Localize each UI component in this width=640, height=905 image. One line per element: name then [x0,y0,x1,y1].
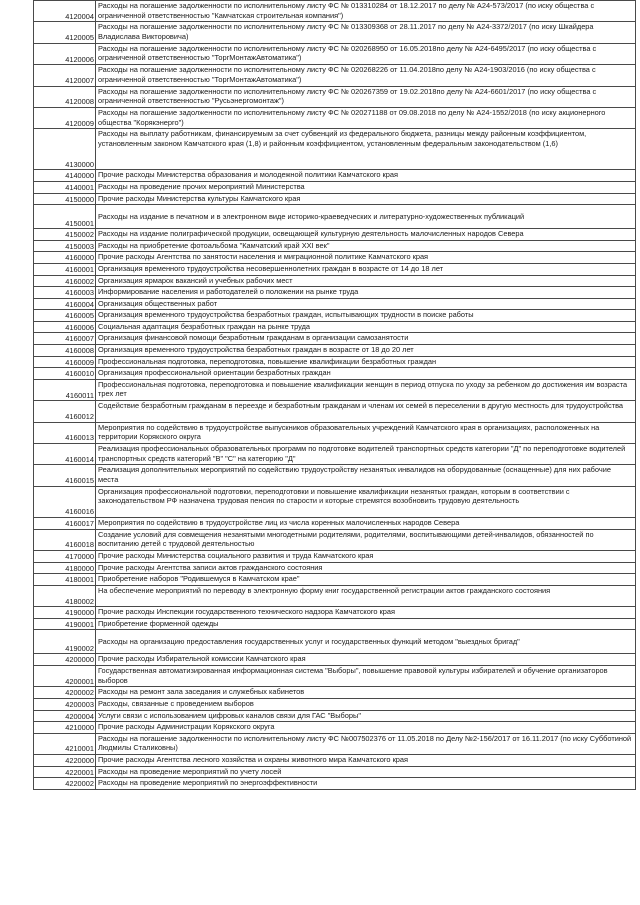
row-description: Организация профессиональной ориентации безработных граждан [96,368,636,380]
row-code: 4160013 [34,422,96,443]
row-description: На обеспечение мероприятий по переводу в электронную форму книг государственной регистрации актов гражданского состояния [96,585,636,606]
row-code: 4220000 [34,755,96,767]
row-code: 4140000 [34,170,96,182]
row-description: Приобретение наборов "Родившемуся в Камчатском крае" [96,574,636,586]
row-code: 4160017 [34,517,96,529]
row-description: Прочие расходы Администрации Корякского округа [96,722,636,734]
table-row [34,263,636,275]
row-code: 4190001 [34,618,96,630]
row-description: Расходы на приобретение фотоальбома "Камчатский край XXI век" [96,240,636,252]
row-code: 4160000 [34,252,96,264]
row-description: Содействие безработным гражданам в переезде и безработным гражданам и членам их семей в переселении в другую местность для трудоустройства [96,401,636,422]
table-row [34,252,636,264]
table-row [34,465,636,486]
table-row [34,43,636,64]
table-row [34,733,636,754]
row-description: Прочие расходы Избирательной комиссии Камчатского края [96,654,636,666]
row-description: Организация временного трудоустройства несовершеннолетних граждан в возрасте от 14 до 18 лет [96,263,636,275]
table-row [34,401,636,422]
row-description: Организация общественных работ [96,298,636,310]
row-code: 4120004 [34,1,96,22]
row-code: 4160005 [34,310,96,322]
row-description: Прочие расходы Агентства по занятости населения и миграционной политике Камчатского края [96,252,636,264]
row-description: Мероприятия по содействию в трудоустройстве выпускников образовательных учреждений Камчатского края в организациях, расположенных на территории Корякского округа [96,422,636,443]
row-code: 4150002 [34,229,96,241]
row-description: Расходы на погашение задолженности по исполнительному листу ФС № 013310284 от 18.12.2017 по делу № А24-573/2017 (по иску общества с ограниченной ответственностью "Камчатская строительная компания") [96,1,636,22]
table-row [34,698,636,710]
table-row [34,193,636,205]
row-description: Государственная автоматизированная информационная система "Выборы", повышение правовой культуры избирателей и обучение организаторов выборов [96,665,636,686]
table-row [34,550,636,562]
row-description: Организация финансовой помощи безработным гражданам в организации самозанятости [96,333,636,345]
row-code: 4140001 [34,181,96,193]
row-description: Расходы на ремонт зала заседания и служебных кабинетов [96,687,636,699]
table-row [34,665,636,686]
row-description: Организация временного трудоустройства безработных граждан, испытывающих трудности в поиске работы [96,310,636,322]
table-row [34,574,636,586]
row-description: Прочие расходы Агентства лесного хозяйства и охраны животного мира Камчатского края [96,755,636,767]
row-code: 4120005 [34,22,96,43]
row-description: Прочие расходы Агентства записи актов гражданского состояния [96,562,636,574]
row-description: Расходы на организацию предоставления государственных услуг и государственных функций методом "выездных бригад" [96,630,636,654]
row-description: Расходы на проведение мероприятий по учету лосей [96,766,636,778]
table-row [34,1,636,22]
table-row [34,755,636,767]
row-code: 4160008 [34,345,96,357]
row-description: Расходы на издание в печатном и в электронном виде историко-краеведческих и литературно-художественных публикаций [96,205,636,229]
row-description: Прочие расходы Министерства социального развития и труда Камчатского края [96,550,636,562]
row-code: 4150003 [34,240,96,252]
row-code: 4160011 [34,379,96,400]
row-code: 4210001 [34,733,96,754]
row-description: Расходы на погашение задолженности по исполнительному листу ФС №007502376 от 11.05.2018 по Делу №2-156/2017 от 16.11.2017 (по иску Субботиной Людмилы Сталиковны) [96,733,636,754]
table-row [34,129,636,170]
row-code: 4200000 [34,654,96,666]
row-code: 4160018 [34,529,96,550]
row-code: 4200003 [34,698,96,710]
document-page [33,0,635,790]
row-description: Расходы на погашение задолженности по исполнительному листу ФС № 020271188 от 09.08.2018 по делу № А24-1552/2018 (по иску акционерного общества "Корякэнерго") [96,107,636,128]
row-description: Прочие расходы Министерства культуры Камчатского края [96,193,636,205]
row-description: Расходы на проведение прочих мероприятий Министерства [96,181,636,193]
row-code: 4160007 [34,333,96,345]
row-description: Расходы на погашение задолженности по исполнительному листу ФС № 020267359 от 19.02.2018по делу № А24-6601/2017 (по иску общества с ограниченной ответственностью "Русьэнергомонтаж") [96,86,636,107]
row-description: Расходы на погашение задолженности по исполнительному листу ФС № 020268226 от 11.04.2018по делу № А24-1903/2016 (по иску общества с ограниченной ответственностью "ТоргМонтажАвтоматика") [96,65,636,86]
table-row [34,654,636,666]
table-row [34,529,636,550]
table-row [34,687,636,699]
table-row [34,766,636,778]
table-row [34,422,636,443]
table-row [34,444,636,465]
row-code: 4200004 [34,710,96,722]
row-description: Прочие расходы Инспекции государственного технического надзора Камчатского края [96,607,636,619]
row-code: 4150000 [34,193,96,205]
row-description: Реализация профессиональных образовательных программ по подготовке водителей транспортных средств категории "Д" по переподготовке водителей транспортных средств категорий "В" "С" на категорию "Д" [96,444,636,465]
row-code: 4160012 [34,401,96,422]
row-description: Организация ярмарок вакансий и учебных рабочих мест [96,275,636,287]
row-description: Организация временного трудоустройства безработных граждан в возрасте от 18 до 20 лет [96,345,636,357]
row-code: 4160006 [34,321,96,333]
table-row [34,333,636,345]
row-code: 4200002 [34,687,96,699]
row-description: Услуги связи с использованием цифровых каналов связи для ГАС "Выборы" [96,710,636,722]
row-description: Приобретение форменной одежды [96,618,636,630]
row-description: Расходы на издание полиграфической продукции, освещающей культурную деятельность малочисленных народов Севера [96,229,636,241]
budget-code-table [33,0,636,790]
table-row [34,585,636,606]
row-code: 4120006 [34,43,96,64]
row-description: Расходы на проведение мероприятий по энергоэффективности [96,778,636,790]
row-description: Профессиональная подготовка, переподготовка и повышение квалификации женщин в период отпуска по уходу за ребенком до достижения им возраста трех лет [96,379,636,400]
table-row [34,517,636,529]
table-row [34,778,636,790]
table-row [34,86,636,107]
row-code: 4150001 [34,205,96,229]
row-code: 4160014 [34,444,96,465]
table-row [34,181,636,193]
row-code: 4190002 [34,630,96,654]
row-code: 4190000 [34,607,96,619]
row-description: Социальная адаптация безработных граждан на рынке труда [96,321,636,333]
row-code: 4220002 [34,778,96,790]
row-code: 4120008 [34,86,96,107]
row-description: Реализация дополнительных мероприятий по содействию трудоустройству незанятых инвалидов на оборудованные (оснащенные) для них рабочие места [96,465,636,486]
table-row [34,205,636,229]
row-description: Прочие расходы Министерства образования и молодежной политики Камчатского края [96,170,636,182]
table-row [34,368,636,380]
table-row [34,607,636,619]
row-code: 4180001 [34,574,96,586]
table-row [34,229,636,241]
table-row [34,22,636,43]
row-code: 4180002 [34,585,96,606]
row-code: 4160002 [34,275,96,287]
table-row [34,345,636,357]
row-description: Создание условий для совмещения незанятыми многодетными родителями, родителями, воспитывающими детей-инвалидов, обязанностей по воспитанию детей с трудовой деятельностью [96,529,636,550]
table-row [34,722,636,734]
row-description: Мероприятия по содействию в трудоустройстве лиц из числа коренных малочисленных народов Севера [96,517,636,529]
table-row [34,630,636,654]
row-code: 4160009 [34,356,96,368]
table-row [34,379,636,400]
table-row [34,107,636,128]
table-row [34,486,636,517]
row-code: 4210000 [34,722,96,734]
row-description: Организация профессиональной подготовки, переподготовки и повышение квалификации незанятых граждан, которым в соответствии с законодательством РФ назначена трудовая пенсия по старости и которые стремятся возобновить трудовую деятельность [96,486,636,517]
row-code: 4160010 [34,368,96,380]
row-description: Информирование населения и работодателей о положении на рынке труда [96,287,636,299]
row-code: 4130000 [34,129,96,170]
table-row [34,356,636,368]
row-code: 4120007 [34,65,96,86]
row-code: 4160004 [34,298,96,310]
row-code: 4160003 [34,287,96,299]
row-code: 4160001 [34,263,96,275]
table-row [34,275,636,287]
row-description: Расходы на погашение задолженности по исполнительному листу ФС № 020268950 от 16.05.2018по делу № А24-6495/2017 (по иску общества с ограниченной ответственностью "ТоргМонтажАвтоматика") [96,43,636,64]
row-code: 4220001 [34,766,96,778]
table-row [34,240,636,252]
table-row [34,562,636,574]
table-row [34,618,636,630]
row-code: 4170000 [34,550,96,562]
table-row [34,298,636,310]
row-description: Расходы на погашение задолженности по исполнительному листу ФС № 013309368 от 28.11.2017 по делу № А24-3372/2017 (по иску Шкайдера Владислава Викторовича) [96,22,636,43]
row-code: 4120009 [34,107,96,128]
row-code: 4160016 [34,486,96,517]
table-row [34,287,636,299]
table-row [34,310,636,322]
table-row [34,65,636,86]
row-code: 4200001 [34,665,96,686]
row-description: Профессиональная подготовка, переподготовка, повышение квалификации безработных граждан [96,356,636,368]
table-row [34,710,636,722]
table-row [34,170,636,182]
row-code: 4160015 [34,465,96,486]
table-row [34,321,636,333]
row-code: 4180000 [34,562,96,574]
row-description: Расходы на выплату работникам, финансируемым за счет субвенций из федерального бюджета, разницы между районным коэффициентом, установленным законом Камчатского края (1,8) и районным коэффициентом, установленным федеральным законодательством (1,6) [96,129,636,170]
row-description: Расходы, связанные с проведением выборов [96,698,636,710]
